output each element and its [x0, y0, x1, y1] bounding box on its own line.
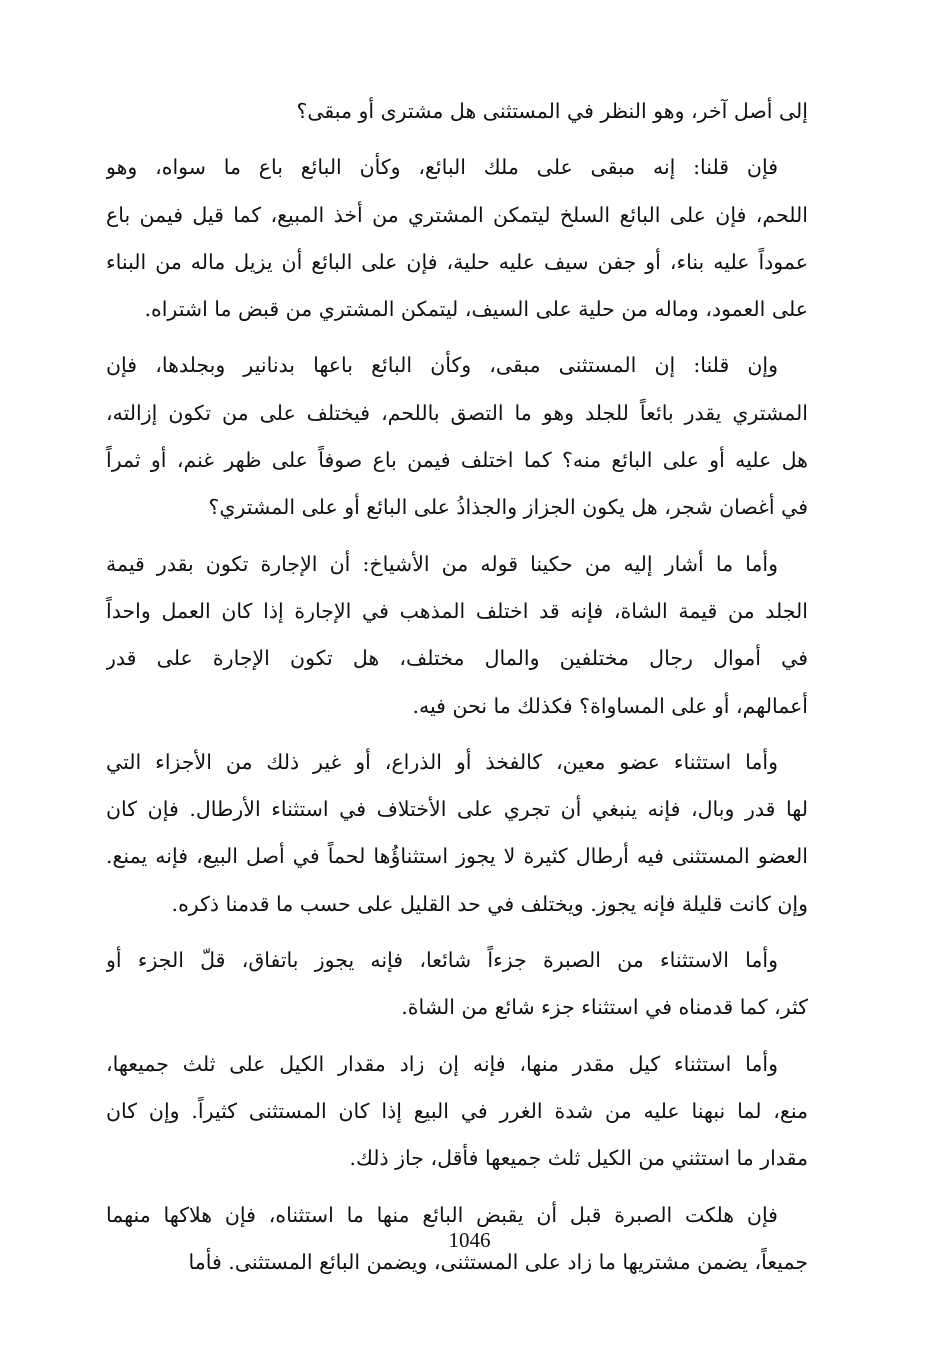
text-line: كثر، كما قدمناه في استثناء جزء شائع من الشاة. — [401, 995, 808, 1020]
text-line: وإن كانت قليلة فإنه يجوز. ويختلف في حد القليل على حسب ما قدمنا ذكره. — [171, 891, 808, 916]
text-line: الجلد من قيمة الشاة، فإنه قد اختلف المذهب في الإجارة إذا كان العمل واحداً — [106, 598, 808, 623]
text-line: العضو المستثنى فيه أرطال كثيرة لا يجوز استثناؤُها لحماً في أصل البيع، فإنه يمنع. — [106, 844, 808, 869]
text-line: جميعاً، يضمن مشتريها ما زاد على المستثنى، ويضمن البائع المستثنى. فأما — [188, 1249, 808, 1274]
paragraph — [106, 144, 808, 333]
text-line: المشتري يقدر بائعاً للجلد وهو ما التصق باللحم، فيختلف على من تكون إزالته، — [106, 400, 808, 425]
text-line: وأما الاستثناء من الصبرة جزءاً شائعا، فإنه يجوز باتفاق، قلّ الجزء أو — [106, 948, 778, 973]
text-line: وإن قلنا: إن المستثنى مبقى، وكأن البائع باعها بدنانير وبجلدها، فإن — [106, 353, 778, 378]
text-line: على العمود، وماله من حلية على السيف، ليتمكن المشتري من قبض ما اشتراه. — [144, 297, 808, 322]
body-text — [106, 88, 808, 1295]
paragraph — [106, 342, 808, 531]
text-line: منع، لما نبهنا عليه من شدة الغرر في البيع إذا كان المستثنى كثيراً. وإن كان — [106, 1098, 808, 1123]
text-line: مقدار ما استثني من الكيل ثلث جميعها فأقل، جاز ذلك. — [349, 1146, 808, 1171]
text-line: عموداً عليه بناء، أو جفن سيف عليه حلية، فإن على البائع أن يزيل ماله من البناء — [106, 249, 808, 274]
text-line: أعمالهم، أو على المساواة؟ فكذلك ما نحن فيه. — [412, 693, 808, 718]
text-line: فإن هلكت الصبرة قبل أن يقبض البائع منها ما استثناه، فإن هلاكها منهما — [106, 1202, 778, 1227]
text-line: وأما استثناء كيل مقدر منها، فإنه إن زاد مقدار الكيل على ثلث جميعها، — [106, 1051, 778, 1076]
text-line: وأما ما أشار إليه من حكينا قوله من الأشياخ: أن الإجارة تكون بقدر قيمة — [106, 551, 778, 576]
page-number: 1046 — [448, 1228, 491, 1252]
text-line: في أغصان شجر، هل يكون الجزاز والجذاذُ على البائع أو على المشتري؟ — [208, 495, 808, 520]
paragraph — [106, 88, 808, 135]
text-line: فإن قلنا: إنه مبقى على ملك البائع، وكأن البائع باع ما سواه، وهو — [106, 155, 778, 180]
paragraph — [106, 1041, 808, 1183]
text-line: هل عليه أو على البائع منه؟ كما اختلف فيمن باع صوفاً على ظهر غنم، أو ثمراً — [106, 448, 808, 473]
text-line: لها قدر وبال، فإنه ينبغي أن تجري على الأختلاف في استثناء الأرطال. فإن كان — [106, 797, 808, 822]
paragraph — [106, 739, 808, 928]
text-line: وأما استثناء عضو معين، كالفخذ أو الذراع، أو غير ذلك من الأجزاء التي — [106, 749, 778, 774]
paragraph — [106, 541, 808, 730]
text-line: في أموال رجال مختلفين والمال مختلف، هل تكون الإجارة على قدر — [106, 646, 808, 671]
paragraph — [106, 937, 808, 1032]
text-line: إلى أصل آخر، وهو النظر في المستثنى هل مشترى أو مبقى؟ — [296, 99, 808, 123]
text-line: اللحم، فإن على البائع السلخ ليتمكن المشتري من أخذ المبيع، كما قيل فيمن باع — [106, 202, 808, 227]
